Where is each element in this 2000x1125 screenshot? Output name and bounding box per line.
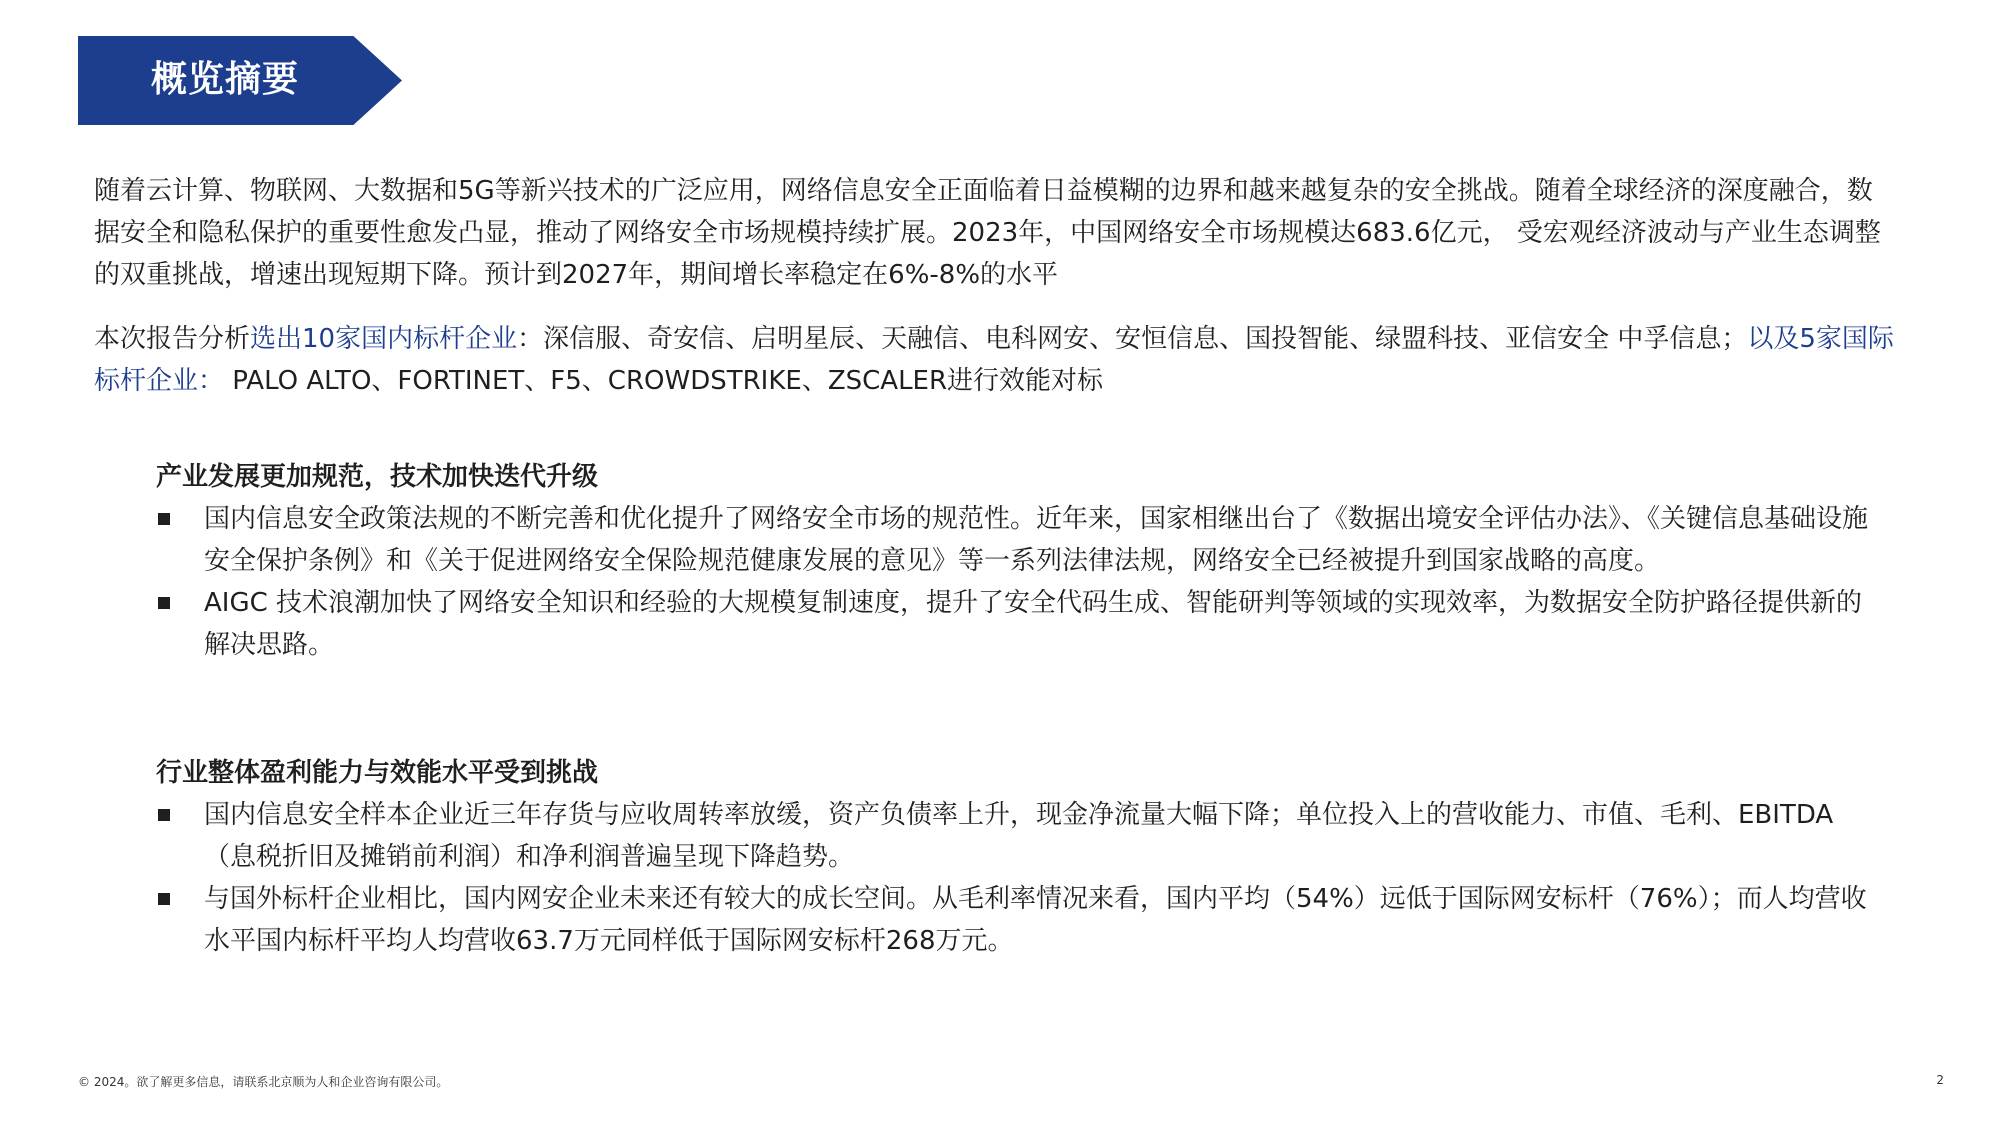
section-bullets-profitability [156,794,1876,962]
report-scope-paragraph [94,318,1894,402]
section-heading-industry: 产业发展更加规范，技术加快迭代升级 [156,462,599,492]
report-prefix: 本次报告分析 [94,324,251,354]
bullet-text: AIGC 技术浪潮加快了网络安全知识和经验的大规模复制速度，提升了安全代码生成、智能研判等领域的实现效率，为数据安全防护路径提供新的解决思路。 [204,588,1863,660]
square-bullet-icon [158,809,170,821]
footer-copyright: © 2024。欲了解更多信息，请联系北京顺为人和企业咨询有限公司。 [78,1075,449,1089]
list-item [156,582,1876,666]
square-bullet-icon [158,893,170,905]
list-item [156,498,1876,582]
international-benchmark-label: 以及5家国际标杆企业： [94,324,1894,396]
bullet-text: 与国外标杆企业相比，国内网安企业未来还有较大的成长空间。从毛利率情况来看，国内平均（54%）远低于国际网安标杆（76%）；而人均营收水平国内标杆平均人均营收63.7万元同样低于国际网安标杆268万元。 [204,884,1867,956]
domestic-benchmark-label: 选出10家国内标杆企业 [250,324,518,354]
list-item [156,878,1876,962]
section-heading-profitability: 行业整体盈利能力与效能水平受到挑战 [156,758,599,788]
page-title: 概览摘要 [151,59,300,100]
list-item [156,794,1876,878]
domestic-benchmark-list: ：深信服、奇安信、启明星辰、天融信、电科网安、安恒信息、国投智能、绿盟科技、亚信安全 中孚信息； [517,324,1748,354]
bullet-text: 国内信息安全政策法规的不断完善和优化提升了网络安全市场的规范性。近年来，国家相继出台了《数据出境安全评估办法》、《关键信息基础设施安全保护条例》和《关于促进网络安全保险规范健康发展的意见》等一系列法律法规，网络安全已经被提升到国家战略的高度。 [204,504,1869,576]
square-bullet-icon [158,597,170,609]
international-benchmark-list: PALO ALTO、FORTINET、F5、CROWDSTRIKE、ZSCALER进行效能对标 [224,366,1104,396]
page-number: 2 [1936,1073,1944,1087]
section-bullets-industry [156,498,1876,666]
intro-paragraph: 随着云计算、物联网、大数据和5G等新兴技术的广泛应用，网络信息安全正面临着日益模糊的边界和越来越复杂的安全挑战。随着全球经济的深度融合，数据安全和隐私保护的重要性愈发凸显，推动了网络安全市场规模持续扩展。2023年，中国网络安全市场规模达683.6亿元， 受宏观经济波动与产业生态调整的双重挑战，增速出现短期下降。预计到2027年，期间增长率稳定在6%-8%的水平 [94,176,1881,290]
bullet-text: 国内信息安全样本企业近三年存货与应收周转率放缓，资产负债率上升，现金净流量大幅下降；单位投入上的营收能力、市值、毛利、EBITDA（息税折旧及摊销前利润）和净利润普遍呈现下降趋势。 [204,800,1834,872]
square-bullet-icon [158,513,170,525]
